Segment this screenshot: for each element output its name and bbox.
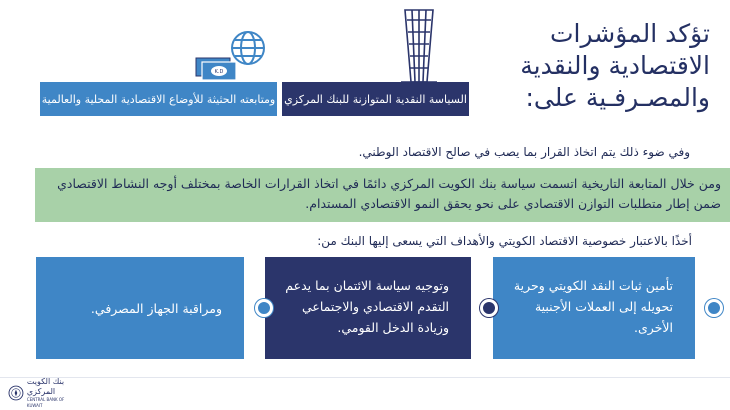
logo-english: CENTRAL BANK OF KUWAIT xyxy=(26,397,65,408)
goals-intro: أخذًا بالاعتبار خصوصية الاقتصاد الكويتي والأهداف التي يسعى إليها البنك من: xyxy=(317,234,692,248)
cbk-seal-icon xyxy=(8,381,24,405)
banknotes-icon xyxy=(190,28,270,88)
title-line-2: الاقتصادية والنقدية xyxy=(520,51,710,80)
bullet-dot-icon xyxy=(705,299,723,317)
goal-card-credit xyxy=(265,257,471,359)
logo-text xyxy=(27,377,72,409)
footer-divider xyxy=(0,377,730,378)
title-line-3: والمصـرفـية على: xyxy=(525,83,710,112)
balanced-policy-pill: السياسة النقدية المتوازنة للبنك المركزي xyxy=(282,82,469,116)
intro-line: وفي ضوء ذلك يتم اتخاذ القرار بما يصب في صالح الاقتصاد الوطني. xyxy=(358,145,690,159)
goal-card-currency xyxy=(493,257,695,359)
goal-card-text: وتوجيه سياسة الائتمان بما يدعم التقدم الاقتصادي والاجتماعي وزيادة الدخل القومي. xyxy=(285,278,449,335)
central-bank-building-icon xyxy=(375,6,465,86)
title-line-1: تؤكد المؤشرات xyxy=(550,19,710,48)
cbk-logo xyxy=(8,379,72,407)
bullet-dot-icon xyxy=(255,299,273,317)
goal-card-text: ومراقبة الجهاز المصرفي. xyxy=(90,300,222,316)
logo-arabic: بنك الكويت المركزي xyxy=(26,377,65,396)
highlight-box: ومن خلال المتابعة التاريخية اتسمت سياسة بنك الكويت المركزي دائمًا في اتخاذ القرارات الخاصة بمختلف أوجه النشاط الاقتصادي ضمن إطار متطلبات التوازن الاقتصادي على نحو يحقق النمو الاقتصادي المستدام. xyxy=(35,168,730,222)
goal-card-text: تأمين ثبات النقد الكويتي وحرية تحويله إلى العملات الأجنبية الأخرى. xyxy=(513,278,673,335)
currency-label: K.D xyxy=(214,69,224,75)
goal-card-banking xyxy=(36,257,244,359)
monitoring-pill: ومتابعته الحثيثة للأوضاع الاقتصادية المحلية والعالمية xyxy=(40,82,277,116)
page-title xyxy=(470,18,710,114)
bullet-dot-icon xyxy=(480,299,498,317)
globe-icon xyxy=(232,32,264,64)
